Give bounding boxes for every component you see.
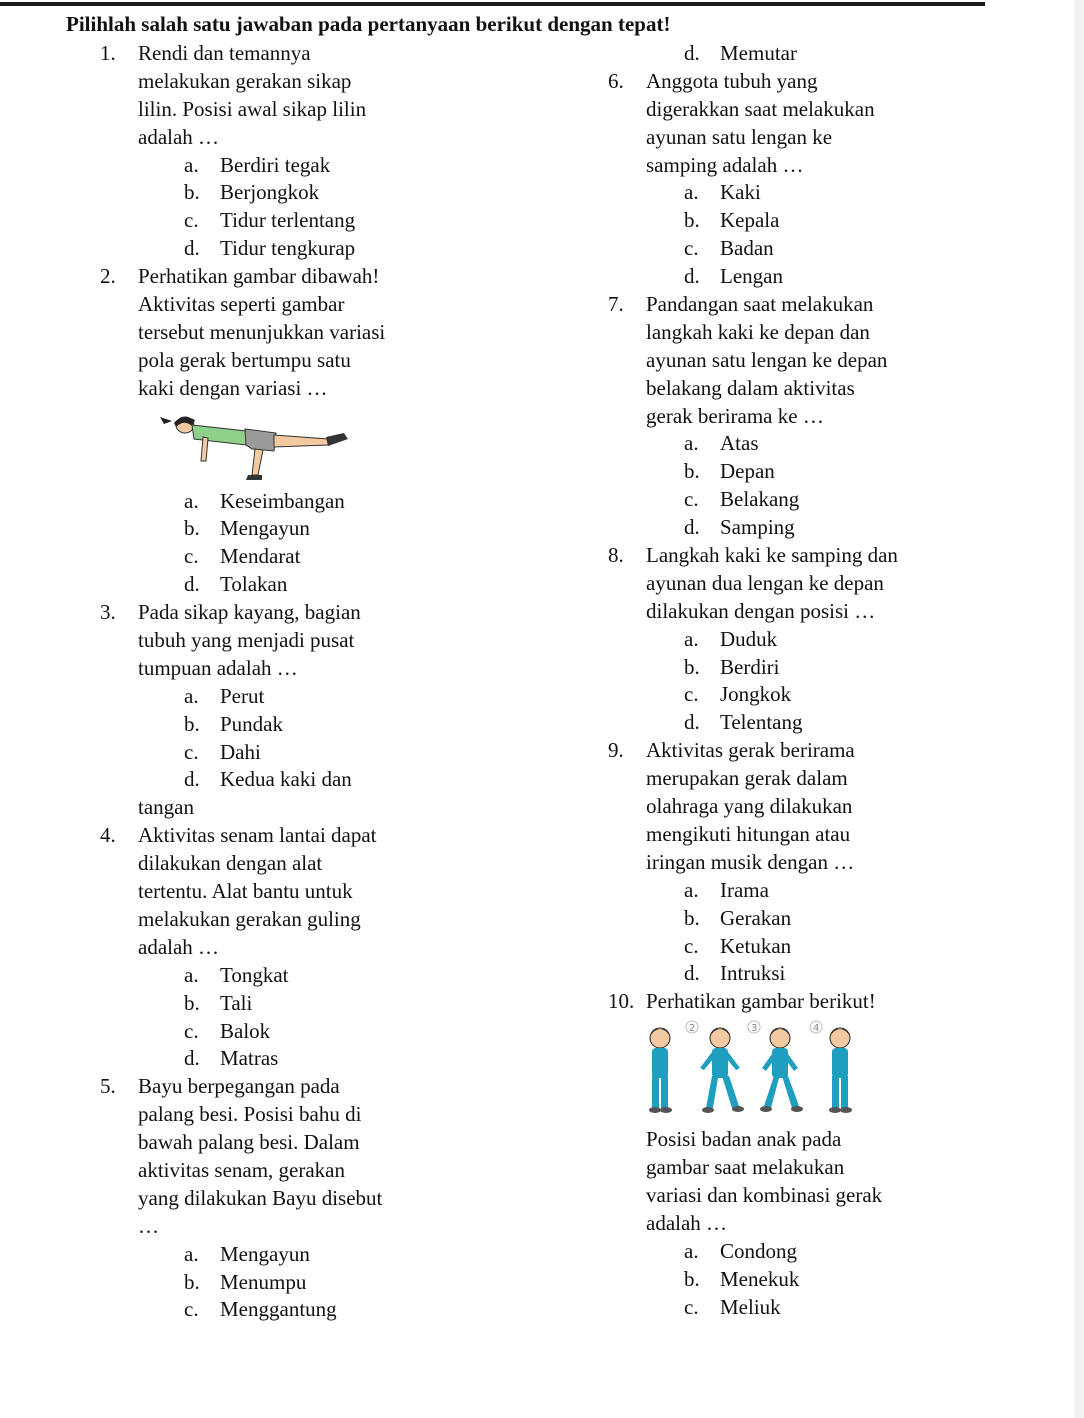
q1-line-1: 1. Rendi dan temannya [100, 41, 311, 65]
q6-option-a[interactable]: a. Kaki [684, 180, 761, 205]
q5-line-6: … [138, 1213, 159, 1238]
q6-line-3: ayunan satu lengan ke [646, 124, 833, 149]
q6-option-b[interactable]: b. Kepala [684, 208, 780, 233]
q10-line-1: 10. Perhatikan gambar berikut! [608, 989, 876, 1014]
q6-line-1: 6. Anggota tubuh yang [608, 68, 818, 93]
q8-line-2: ayunan dua lengan ke depan [646, 570, 884, 595]
q10-line-3: gambar saat melakukan [646, 1155, 845, 1180]
q3-option-b[interactable]: b. Pundak [184, 711, 283, 736]
step-label-4: 4 [813, 1023, 820, 1035]
q9-option-b[interactable]: b. Gerakan [684, 905, 792, 930]
q1-line-2: melakukan gerakan sikap [138, 68, 352, 93]
q5-line-1: 5. Bayu berpegangan pada [100, 1074, 340, 1099]
q5-line-4: aktivitas senam, gerakan [138, 1157, 346, 1182]
q8-line-1: 8. Langkah kaki ke samping dan [608, 543, 898, 568]
q9-line-4: mengikuti hitungan atau [646, 821, 851, 846]
q7-option-d[interactable]: d. Samping [684, 515, 795, 540]
q6-line-4: samping adalah … [646, 152, 804, 177]
q4-line-4: melakukan gerakan guling [138, 906, 361, 931]
q4-option-b[interactable]: b. Tali [184, 990, 253, 1015]
q2-option-b[interactable]: b. Mengayun [184, 516, 310, 541]
q1-option-a[interactable]: a. Berdiri tegak [184, 152, 331, 177]
page-edge [1074, 0, 1084, 1418]
q3-option-c[interactable]: c. Dahi [184, 739, 261, 764]
q7-line-1: 7. Pandangan saat melakukan [608, 292, 874, 317]
q2-option-d[interactable]: d. Tolakan [184, 572, 288, 597]
right-column [608, 40, 1008, 1321]
q7-option-c[interactable]: c. Belakang [684, 487, 800, 512]
q7-line-3: ayunan satu lengan ke depan [646, 347, 888, 372]
q9-line-2: merupakan gerak dalam [646, 766, 848, 791]
q2-line-2: Aktivitas seperti gambar [138, 292, 345, 317]
q4-option-a[interactable]: a. Tongkat [184, 962, 289, 987]
q7-option-a[interactable]: a. Atas [684, 431, 759, 456]
balance-pose-figure [100, 403, 550, 488]
q10-line-5: adalah … [646, 1210, 728, 1235]
q6-line-2: digerakkan saat melakukan [646, 96, 875, 121]
instruction-heading: Pilihlah salah satu jawaban pada pertanyaan berikut dengan tepat! [66, 12, 671, 36]
q10-option-b[interactable]: b. Menekuk [684, 1266, 800, 1291]
q1-option-c[interactable]: c. Tidur terlentang [184, 208, 356, 233]
q5-option-b[interactable]: b. Menumpu [184, 1269, 307, 1294]
q1-option-b[interactable]: b. Berjongkok [184, 180, 320, 205]
q4-option-c[interactable]: c. Balok [184, 1018, 271, 1043]
q9-line-1: 9. Aktivitas gerak berirama [608, 738, 855, 763]
q4-option-d[interactable]: d. Matras [184, 1046, 279, 1071]
q7-line-4: belakang dalam aktivitas [646, 375, 855, 400]
q3-option-d[interactable]: d. Kedua kaki dan [184, 767, 352, 792]
q2-line-1: 2. Perhatikan gambar dibawah! [100, 264, 380, 289]
q3-line-1: 3. Pada sikap kayang, bagian [100, 600, 361, 625]
q8-option-b[interactable]: b. Berdiri [684, 654, 780, 679]
q5-line-5: yang dilakukan Bayu disebut [138, 1185, 383, 1210]
q6-option-d[interactable]: d. Lengan [684, 264, 783, 289]
q10-option-c[interactable]: c. Meliuk [684, 1294, 781, 1319]
q2-line-4: pola gerak bertumpu satu [138, 347, 351, 372]
q2-option-a[interactable]: a. Keseimbangan [184, 488, 345, 513]
step-label-3: 3 [751, 1023, 758, 1035]
q4-line-5: adalah … [138, 934, 220, 959]
q10-line-2: Posisi badan anak pada [646, 1127, 842, 1152]
q1-option-d[interactable]: d. Tidur tengkurap [184, 236, 356, 261]
q8-option-d[interactable]: d. Telentang [684, 710, 803, 735]
q5-option-c[interactable]: c. Menggantung [184, 1297, 337, 1322]
q9-option-c[interactable]: c. Ketukan [684, 933, 792, 958]
q7-line-2: langkah kaki ke depan dan [646, 319, 870, 344]
q8-option-c[interactable]: c. Jongkok [684, 682, 792, 707]
q6-option-c[interactable]: c. Badan [684, 236, 774, 261]
q5-line-2: palang besi. Posisi bahu di [138, 1102, 362, 1127]
child-figure-3 [760, 1028, 803, 1112]
top-rule [0, 2, 985, 6]
q3-line-2: tubuh yang menjadi pusat [138, 628, 355, 653]
q4-line-1: 4. Aktivitas senam lantai dapat [100, 823, 377, 848]
q9-line-5: iringan musik dengan … [646, 849, 855, 874]
q5-line-3: bawah palang besi. Dalam [138, 1130, 360, 1155]
q7-option-b[interactable]: b. Depan [684, 459, 775, 484]
q8-line-3: dilakukan dengan posisi … [646, 598, 876, 623]
left-column [100, 40, 550, 1324]
q2-line-3: tersebut menunjukkan variasi [138, 319, 386, 344]
q4-line-3: tertentu. Alat bantu untuk [138, 879, 353, 904]
q10-option-a[interactable]: a. Condong [684, 1238, 798, 1263]
q9-option-d[interactable]: d. Intruksi [684, 961, 786, 986]
q1-line-4: adalah … [138, 124, 220, 149]
child-figure-4 [829, 1028, 852, 1113]
child-figure-1 [649, 1028, 672, 1113]
q7-line-5: gerak berirama ke … [646, 403, 824, 428]
q4-line-2: dilakukan dengan alat [138, 851, 323, 876]
q5-option-a[interactable]: a. Mengayun [184, 1241, 310, 1266]
q3-option-d-continued: tangan [138, 795, 194, 820]
q8-option-a[interactable]: a. Duduk [684, 626, 778, 651]
q2-line-5: kaki dengan variasi … [138, 375, 328, 400]
q5-option-d[interactable]: d. Memutar [684, 41, 797, 65]
dance-sequence-figure [608, 1016, 1008, 1126]
q3-line-3: tumpuan adalah … [138, 655, 298, 680]
q3-option-a[interactable]: a. Perut [184, 683, 265, 708]
q10-line-4: variasi dan kombinasi gerak [646, 1182, 883, 1207]
child-figure-2 [700, 1028, 744, 1113]
q9-line-3: olahraga yang dilakukan [646, 794, 853, 819]
step-label-2: 2 [689, 1023, 696, 1035]
q1-line-3: lilin. Posisi awal sikap lilin [138, 96, 367, 121]
q9-option-a[interactable]: a. Irama [684, 877, 769, 902]
q2-option-c[interactable]: c. Mendarat [184, 544, 301, 569]
